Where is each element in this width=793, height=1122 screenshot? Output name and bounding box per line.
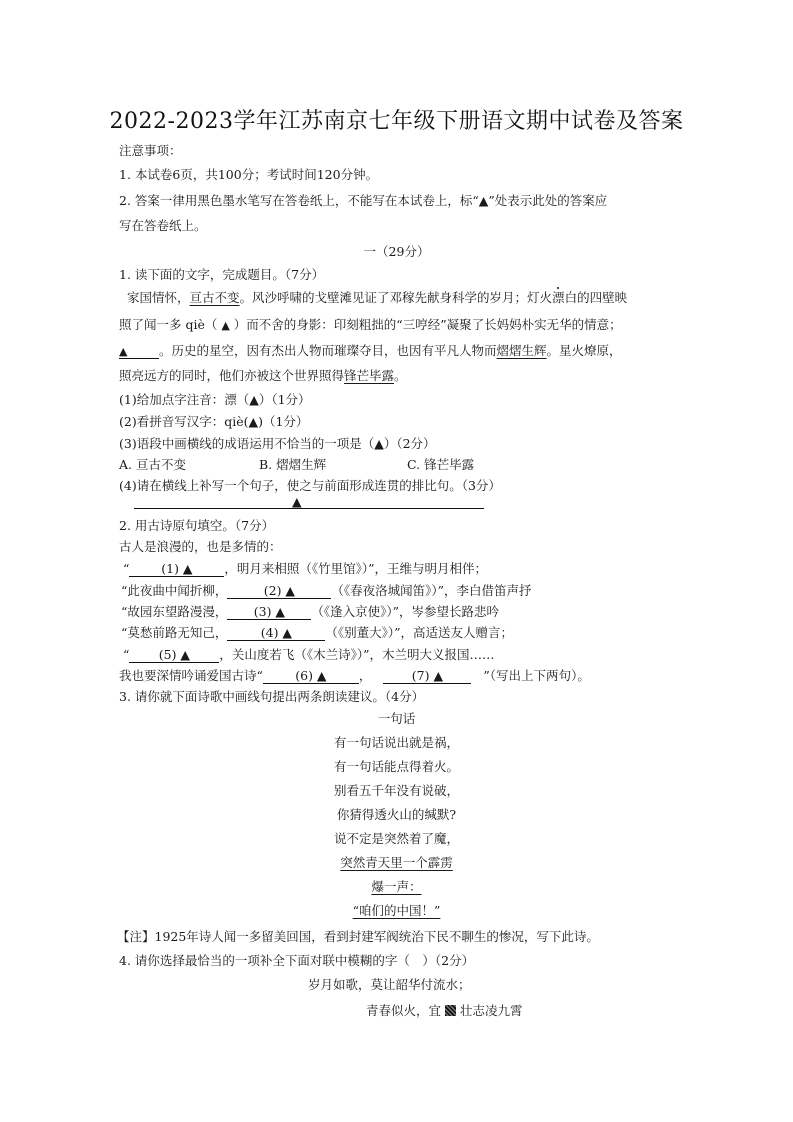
dotted-char: 漂 bbox=[552, 290, 565, 305]
q1-paragraph-line-3 bbox=[119, 343, 622, 359]
q1-heading: 1. 读下面的文字，完成题目。（7分） bbox=[119, 267, 325, 282]
text: “咱们的中国！” bbox=[352, 903, 441, 918]
text: 爆一声： bbox=[371, 879, 422, 894]
blurred-char-icon bbox=[445, 1005, 456, 1016]
text: “故园东望路漫漫， bbox=[121, 604, 228, 619]
answer-blank[interactable]: (5) ▲ bbox=[129, 647, 219, 663]
couplet-line-2 bbox=[366, 1003, 523, 1019]
answer-blank[interactable]: (3) ▲ bbox=[227, 604, 311, 620]
triangle-icon: ▲ bbox=[292, 494, 302, 509]
text: ， bbox=[358, 668, 372, 683]
answer-blank[interactable] bbox=[119, 343, 159, 359]
q1-sub-1: (1)给加点字注音：漂（▲）（1分） bbox=[119, 392, 311, 407]
text: 突然青天里一个霹雳 bbox=[340, 855, 453, 870]
couplet-line-1: 岁月如歌，莫让韶华付流水； bbox=[308, 977, 471, 992]
q2-heading: 2. 用古诗原句填空。（7分） bbox=[119, 518, 275, 533]
poem-line: 有一句话说出就是祸， bbox=[333, 735, 459, 750]
text: “ bbox=[123, 647, 130, 662]
notice-heading: 注意事项： bbox=[119, 143, 182, 158]
q2-line-3 bbox=[121, 604, 499, 620]
poem-note: 【注】1925年诗人闻一多留美回国，看到封建军阀统治下民不聊生的惨况，写下此诗。 bbox=[117, 929, 599, 944]
q2-line-2 bbox=[121, 583, 532, 599]
poem-line: 你猜得透火山的缄默? bbox=[336, 807, 457, 822]
q1-paragraph-line-2 bbox=[119, 317, 622, 334]
answer-blank[interactable]: (1) ▲ bbox=[129, 561, 224, 577]
q2-line-6 bbox=[119, 668, 590, 684]
poem-line: 说不定是突然着了魔， bbox=[333, 831, 459, 846]
answer-line[interactable] bbox=[134, 508, 484, 509]
notice-item-2: 2. 答案一律用黑色墨水笔写在答卷纸上，不能写在本试卷上，标“▲”处表示此处的答案应 bbox=[119, 193, 608, 208]
q1-sub-3: (3)语段中画横线的成语运用不恰当的一项是（▲）（2分） bbox=[119, 436, 436, 451]
underlined-idiom: 锋芒毕露 bbox=[344, 368, 395, 383]
underlined-idiom: 熠熠生辉 bbox=[496, 343, 547, 358]
text: （《春夜洛城闻笛》）”，李白借笛声抒 bbox=[331, 583, 532, 598]
text: 壮志凌九霄 bbox=[459, 1003, 523, 1018]
poem-underlined-line bbox=[0, 855, 793, 871]
text: “莫愁前路无知己， bbox=[121, 625, 228, 640]
poem-title: 一句话 bbox=[377, 711, 416, 726]
text: 我也要深情吟诵爱国古诗“ bbox=[119, 668, 263, 683]
text: ，明月来相照（《竹里馆》）”，王维与明月相伴； bbox=[224, 561, 488, 576]
poem-underlined-line bbox=[0, 879, 793, 895]
q1-paragraph-line-1 bbox=[127, 290, 627, 306]
poem-underlined-line bbox=[0, 903, 793, 919]
q1-option-a: A. 亘古不变 bbox=[119, 457, 186, 472]
text: 。 bbox=[394, 368, 407, 383]
answer-blank[interactable]: (2) ▲ bbox=[227, 583, 331, 599]
text: ）而不舍的身影：印刻粗拙的“三哼经”凝聚了长妈妈朴实无华的情意； bbox=[229, 317, 622, 332]
q1-paragraph-line-4 bbox=[119, 368, 407, 384]
text: 。风沙呼啸的戈壁滩见证了邓稼先献身科学的岁月；灯火 bbox=[239, 290, 553, 305]
q2-intro: 古人是浪漫的，也是多情的： bbox=[119, 539, 282, 554]
text: 。历史的星空，因有杰出人物而璀璨夺目，也因有平凡人物而 bbox=[159, 343, 497, 358]
document-title: 2022-2023学年江苏南京七年级下册语文期中试卷及答案 bbox=[109, 109, 684, 134]
text: 青春似火，宜 bbox=[366, 1003, 442, 1018]
section-heading: 一（29分） bbox=[363, 244, 430, 259]
q4-heading: 4. 请你选择最恰当的一项补全下面对联中模糊的字（ ）（2分） bbox=[119, 953, 475, 968]
triangle-icon: ▲ bbox=[119, 345, 128, 358]
answer-blank[interactable]: (4) ▲ bbox=[227, 625, 325, 641]
text: （《别董大》）”，高适送友人赠言； bbox=[325, 625, 514, 640]
text: 照亮远方的同时，他们亦被这个世界照得 bbox=[119, 368, 345, 383]
q1-option-b: B. 熠熠生辉 bbox=[259, 457, 327, 472]
text: 照了闻一多 qiè（ bbox=[119, 317, 222, 332]
triangle-icon: ▲ bbox=[221, 319, 230, 332]
underlined-idiom: 亘古不变 bbox=[189, 290, 240, 305]
poem-line: 别看五千年没有说破， bbox=[333, 783, 459, 798]
q1-sub-4: (4)请在横线上补写一个句子，使之与前面形成连贯的排比句。（3分） bbox=[119, 478, 501, 493]
answer-blank[interactable]: (7) ▲ bbox=[383, 668, 471, 684]
text: ，关山度若飞（《木兰诗》）”，木兰明大义报国…… bbox=[219, 647, 495, 662]
text: 白的四壁映 bbox=[564, 290, 628, 305]
text: （《逢入京使》）”，岑参望长路悲吟 bbox=[311, 604, 500, 619]
q3-heading: 3. 请你就下面诗歌中画线句提出两条朗读建议。（4分） bbox=[119, 689, 425, 704]
text: 家国情怀， bbox=[127, 290, 190, 305]
text: ”（写出上下两句）。 bbox=[483, 668, 590, 683]
poem-line: 有一句话能点得着火。 bbox=[333, 759, 459, 774]
q2-line-5 bbox=[123, 647, 495, 663]
text: 。星火燎原， bbox=[546, 343, 622, 358]
q1-sub-2: (2)看拼音写汉字：qiè(▲)（1分） bbox=[119, 414, 309, 429]
q2-line-4 bbox=[121, 625, 513, 641]
q1-option-c: C. 锋芒毕露 bbox=[407, 457, 475, 472]
text: “此夜曲中闻折柳， bbox=[121, 583, 228, 598]
notice-item-1: 1. 本试卷6页，共100分；考试时间120分钟。 bbox=[119, 167, 379, 182]
notice-item-2-cont: 写在答卷纸上。 bbox=[119, 218, 207, 233]
text: “ bbox=[123, 561, 130, 576]
answer-blank[interactable]: (6) ▲ bbox=[263, 668, 359, 684]
q2-line-1 bbox=[123, 561, 487, 577]
